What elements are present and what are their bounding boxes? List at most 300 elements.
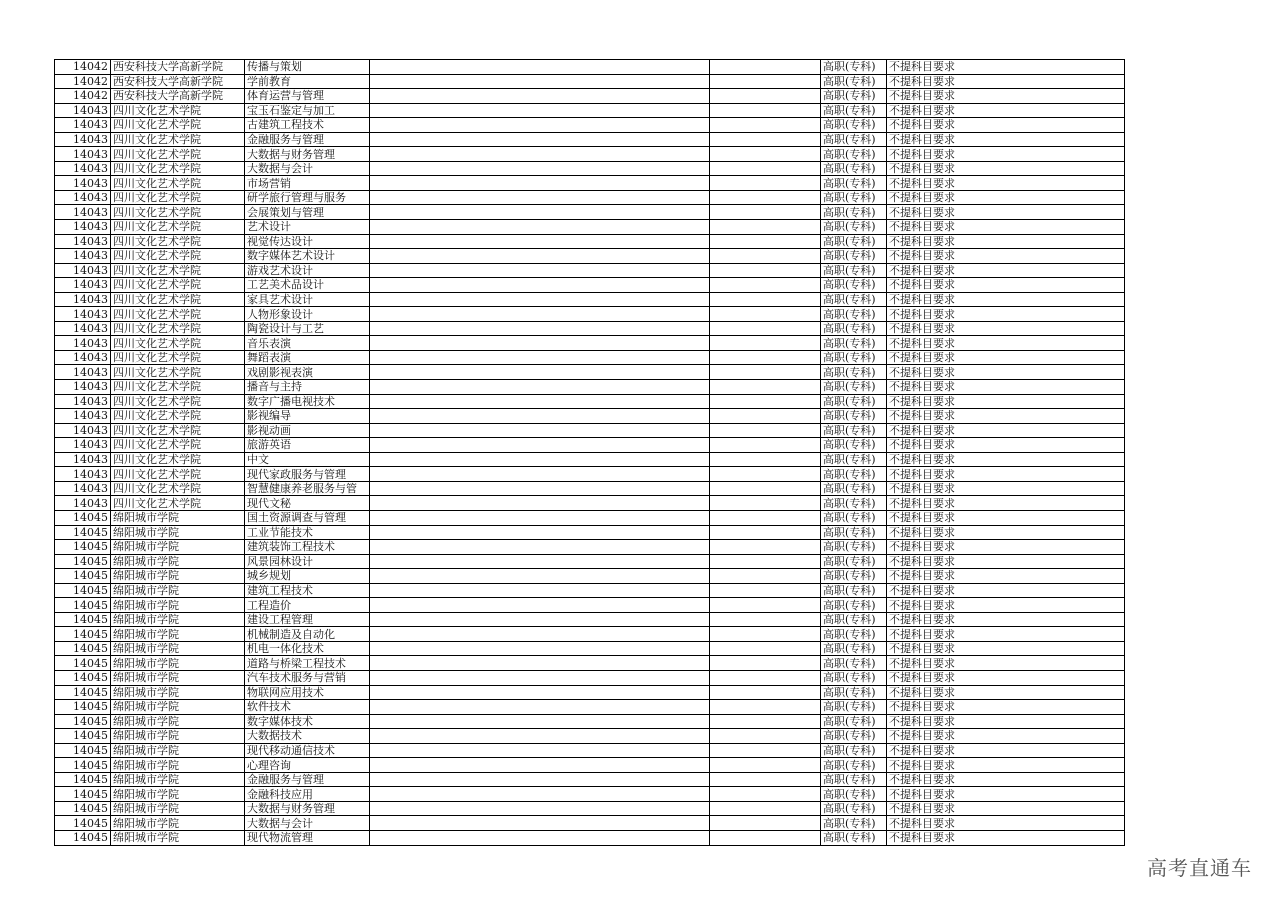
- empty-cell: [710, 350, 821, 365]
- empty-cell: [710, 452, 821, 467]
- empty-cell: [370, 801, 710, 816]
- school-code-cell: 14043: [55, 336, 111, 351]
- school-name-cell: 四川文化艺术学院: [111, 423, 245, 438]
- empty-cell: [370, 380, 710, 395]
- major-name-cell: 影视动画: [245, 423, 370, 438]
- subject-requirement-cell: 不提科目要求: [887, 350, 1125, 365]
- school-code-cell: 14045: [55, 700, 111, 715]
- table-row: [55, 263, 1125, 278]
- empty-cell: [370, 438, 710, 453]
- table-row: [55, 787, 1125, 802]
- major-name-cell: 智慧健康养老服务与管: [245, 481, 370, 496]
- school-name-cell: 绵阳城市学院: [111, 743, 245, 758]
- school-name-cell: 绵阳城市学院: [111, 554, 245, 569]
- school-code-cell: 14043: [55, 307, 111, 322]
- subject-requirement-cell: 不提科目要求: [887, 510, 1125, 525]
- table-row: [55, 60, 1125, 75]
- major-name-cell: 家具艺术设计: [245, 292, 370, 307]
- table-row: [55, 685, 1125, 700]
- subject-requirement-cell: 不提科目要求: [887, 598, 1125, 613]
- school-code-cell: 14043: [55, 380, 111, 395]
- subject-requirement-cell: 不提科目要求: [887, 685, 1125, 700]
- table-row: [55, 772, 1125, 787]
- empty-cell: [370, 409, 710, 424]
- school-code-cell: 14043: [55, 423, 111, 438]
- subject-requirement-cell: 不提科目要求: [887, 700, 1125, 715]
- major-name-cell: 大数据技术: [245, 729, 370, 744]
- school-name-cell: 绵阳城市学院: [111, 670, 245, 685]
- school-name-cell: 绵阳城市学院: [111, 612, 245, 627]
- empty-cell: [370, 510, 710, 525]
- major-name-cell: 旅游英语: [245, 438, 370, 453]
- level-cell: 高职(专科): [821, 467, 887, 482]
- subject-requirement-cell: 不提科目要求: [887, 772, 1125, 787]
- level-cell: 高职(专科): [821, 758, 887, 773]
- level-cell: 高职(专科): [821, 60, 887, 75]
- table-row: [55, 758, 1125, 773]
- subject-requirement-cell: 不提科目要求: [887, 612, 1125, 627]
- subject-requirement-cell: 不提科目要求: [887, 758, 1125, 773]
- empty-cell: [710, 801, 821, 816]
- major-name-cell: 陶瓷设计与工艺: [245, 321, 370, 336]
- empty-cell: [710, 467, 821, 482]
- school-name-cell: 西安科技大学高新学院: [111, 74, 245, 89]
- empty-cell: [710, 336, 821, 351]
- major-name-cell: 市场营销: [245, 176, 370, 191]
- school-name-cell: 四川文化艺术学院: [111, 161, 245, 176]
- school-code-cell: 14043: [55, 190, 111, 205]
- school-code-cell: 14045: [55, 758, 111, 773]
- major-name-cell: 国土资源调查与管理: [245, 510, 370, 525]
- school-code-cell: 14043: [55, 350, 111, 365]
- subject-requirement-cell: 不提科目要求: [887, 830, 1125, 845]
- school-name-cell: 绵阳城市学院: [111, 656, 245, 671]
- table-row: [55, 394, 1125, 409]
- level-cell: 高职(专科): [821, 220, 887, 235]
- table-row: [55, 467, 1125, 482]
- school-name-cell: 四川文化艺术学院: [111, 496, 245, 511]
- school-name-cell: 四川文化艺术学院: [111, 147, 245, 162]
- school-name-cell: 四川文化艺术学院: [111, 176, 245, 191]
- empty-cell: [370, 249, 710, 264]
- major-name-cell: 艺术设计: [245, 220, 370, 235]
- school-code-cell: 14045: [55, 525, 111, 540]
- subject-requirement-cell: 不提科目要求: [887, 540, 1125, 555]
- school-code-cell: 14043: [55, 132, 111, 147]
- empty-cell: [710, 569, 821, 584]
- empty-cell: [710, 176, 821, 191]
- level-cell: 高职(专科): [821, 307, 887, 322]
- school-code-cell: 14043: [55, 103, 111, 118]
- subject-requirement-cell: 不提科目要求: [887, 176, 1125, 191]
- level-cell: 高职(专科): [821, 176, 887, 191]
- empty-cell: [370, 830, 710, 845]
- subject-requirement-cell: 不提科目要求: [887, 729, 1125, 744]
- table-row: [55, 496, 1125, 511]
- major-name-cell: 城乡规划: [245, 569, 370, 584]
- level-cell: 高职(专科): [821, 510, 887, 525]
- major-name-cell: 宝玉石鉴定与加工: [245, 103, 370, 118]
- watermark: 高考直通车: [1147, 856, 1252, 880]
- empty-cell: [370, 685, 710, 700]
- major-name-cell: 建筑装饰工程技术: [245, 540, 370, 555]
- school-name-cell: 四川文化艺术学院: [111, 263, 245, 278]
- empty-cell: [710, 743, 821, 758]
- school-code-cell: 14043: [55, 467, 111, 482]
- school-name-cell: 四川文化艺术学院: [111, 220, 245, 235]
- empty-cell: [370, 147, 710, 162]
- level-cell: 高职(专科): [821, 540, 887, 555]
- empty-cell: [370, 321, 710, 336]
- empty-cell: [370, 714, 710, 729]
- subject-requirement-cell: 不提科目要求: [887, 816, 1125, 831]
- level-cell: 高职(专科): [821, 525, 887, 540]
- level-cell: 高职(专科): [821, 656, 887, 671]
- empty-cell: [370, 394, 710, 409]
- school-name-cell: 绵阳城市学院: [111, 540, 245, 555]
- empty-cell: [710, 641, 821, 656]
- school-code-cell: 14045: [55, 598, 111, 613]
- school-code-cell: 14045: [55, 540, 111, 555]
- major-name-cell: 物联网应用技术: [245, 685, 370, 700]
- school-code-cell: 14043: [55, 147, 111, 162]
- table-row: [55, 89, 1125, 104]
- table-row: [55, 161, 1125, 176]
- level-cell: 高职(专科): [821, 496, 887, 511]
- empty-cell: [370, 554, 710, 569]
- level-cell: 高职(专科): [821, 743, 887, 758]
- table-row: [55, 714, 1125, 729]
- school-name-cell: 西安科技大学高新学院: [111, 89, 245, 104]
- empty-cell: [370, 641, 710, 656]
- table-row: [55, 336, 1125, 351]
- empty-cell: [710, 190, 821, 205]
- school-name-cell: 四川文化艺术学院: [111, 118, 245, 133]
- subject-requirement-cell: 不提科目要求: [887, 554, 1125, 569]
- empty-cell: [710, 89, 821, 104]
- subject-requirement-cell: 不提科目要求: [887, 496, 1125, 511]
- empty-cell: [370, 787, 710, 802]
- level-cell: 高职(专科): [821, 641, 887, 656]
- empty-cell: [710, 118, 821, 133]
- table-row: [55, 525, 1125, 540]
- empty-cell: [370, 758, 710, 773]
- subject-requirement-cell: 不提科目要求: [887, 394, 1125, 409]
- table-row: [55, 438, 1125, 453]
- empty-cell: [710, 612, 821, 627]
- empty-cell: [710, 205, 821, 220]
- major-name-cell: 心理咨询: [245, 758, 370, 773]
- table-row: [55, 598, 1125, 613]
- major-name-cell: 传播与策划: [245, 60, 370, 75]
- subject-requirement-cell: 不提科目要求: [887, 801, 1125, 816]
- subject-requirement-cell: 不提科目要求: [887, 118, 1125, 133]
- school-name-cell: 绵阳城市学院: [111, 525, 245, 540]
- level-cell: 高职(专科): [821, 729, 887, 744]
- empty-cell: [370, 816, 710, 831]
- empty-cell: [370, 583, 710, 598]
- school-name-cell: 西安科技大学高新学院: [111, 60, 245, 75]
- level-cell: 高职(专科): [821, 714, 887, 729]
- table-row: [55, 147, 1125, 162]
- level-cell: 高职(专科): [821, 801, 887, 816]
- empty-cell: [710, 220, 821, 235]
- major-name-cell: 戏剧影视表演: [245, 365, 370, 380]
- subject-requirement-cell: 不提科目要求: [887, 249, 1125, 264]
- subject-requirement-cell: 不提科目要求: [887, 438, 1125, 453]
- level-cell: 高职(专科): [821, 249, 887, 264]
- school-name-cell: 绵阳城市学院: [111, 583, 245, 598]
- major-name-cell: 大数据与会计: [245, 161, 370, 176]
- empty-cell: [710, 292, 821, 307]
- subject-requirement-cell: 不提科目要求: [887, 452, 1125, 467]
- major-name-cell: 人物形象设计: [245, 307, 370, 322]
- level-cell: 高职(专科): [821, 685, 887, 700]
- major-name-cell: 道路与桥梁工程技术: [245, 656, 370, 671]
- subject-requirement-cell: 不提科目要求: [887, 670, 1125, 685]
- school-code-cell: 14045: [55, 569, 111, 584]
- school-code-cell: 14043: [55, 409, 111, 424]
- table-body: [55, 60, 1125, 846]
- empty-cell: [370, 176, 710, 191]
- major-name-cell: 音乐表演: [245, 336, 370, 351]
- table-row: [55, 554, 1125, 569]
- school-name-cell: 绵阳城市学院: [111, 641, 245, 656]
- school-name-cell: 四川文化艺术学院: [111, 278, 245, 293]
- school-code-cell: 14045: [55, 801, 111, 816]
- major-name-cell: 播音与主持: [245, 380, 370, 395]
- school-name-cell: 四川文化艺术学院: [111, 481, 245, 496]
- empty-cell: [370, 569, 710, 584]
- school-name-cell: 四川文化艺术学院: [111, 438, 245, 453]
- school-code-cell: 14045: [55, 554, 111, 569]
- level-cell: 高职(专科): [821, 103, 887, 118]
- empty-cell: [370, 670, 710, 685]
- table-row: [55, 103, 1125, 118]
- school-code-cell: 14045: [55, 656, 111, 671]
- table-row: [55, 365, 1125, 380]
- table-row: [55, 569, 1125, 584]
- empty-cell: [370, 598, 710, 613]
- empty-cell: [710, 554, 821, 569]
- school-name-cell: 四川文化艺术学院: [111, 234, 245, 249]
- major-name-cell: 金融服务与管理: [245, 772, 370, 787]
- empty-cell: [710, 147, 821, 162]
- table-row: [55, 307, 1125, 322]
- level-cell: 高职(专科): [821, 380, 887, 395]
- school-code-cell: 14043: [55, 220, 111, 235]
- major-name-cell: 工艺美术品设计: [245, 278, 370, 293]
- empty-cell: [370, 132, 710, 147]
- subject-requirement-cell: 不提科目要求: [887, 74, 1125, 89]
- major-name-cell: 金融科技应用: [245, 787, 370, 802]
- major-name-cell: 会展策划与管理: [245, 205, 370, 220]
- empty-cell: [710, 74, 821, 89]
- school-code-cell: 14045: [55, 641, 111, 656]
- table-row: [55, 743, 1125, 758]
- subject-requirement-cell: 不提科目要求: [887, 787, 1125, 802]
- school-name-cell: 四川文化艺术学院: [111, 409, 245, 424]
- subject-requirement-cell: 不提科目要求: [887, 161, 1125, 176]
- empty-cell: [710, 830, 821, 845]
- table-row: [55, 350, 1125, 365]
- empty-cell: [710, 758, 821, 773]
- major-name-cell: 机电一体化技术: [245, 641, 370, 656]
- subject-requirement-cell: 不提科目要求: [887, 278, 1125, 293]
- school-name-cell: 四川文化艺术学院: [111, 307, 245, 322]
- empty-cell: [370, 118, 710, 133]
- subject-requirement-cell: 不提科目要求: [887, 627, 1125, 642]
- school-name-cell: 绵阳城市学院: [111, 816, 245, 831]
- empty-cell: [370, 525, 710, 540]
- table-row: [55, 409, 1125, 424]
- level-cell: 高职(专科): [821, 74, 887, 89]
- school-code-cell: 14045: [55, 714, 111, 729]
- major-name-cell: 中文: [245, 452, 370, 467]
- level-cell: 高职(专科): [821, 205, 887, 220]
- empty-cell: [370, 89, 710, 104]
- major-name-cell: 工程造价: [245, 598, 370, 613]
- subject-requirement-cell: 不提科目要求: [887, 525, 1125, 540]
- school-code-cell: 14043: [55, 394, 111, 409]
- empty-cell: [370, 423, 710, 438]
- school-name-cell: 绵阳城市学院: [111, 598, 245, 613]
- empty-cell: [370, 278, 710, 293]
- empty-cell: [370, 729, 710, 744]
- table-row: [55, 132, 1125, 147]
- empty-cell: [710, 438, 821, 453]
- admission-table: [54, 59, 1125, 846]
- school-name-cell: 绵阳城市学院: [111, 729, 245, 744]
- level-cell: 高职(专科): [821, 336, 887, 351]
- subject-requirement-cell: 不提科目要求: [887, 714, 1125, 729]
- empty-cell: [370, 627, 710, 642]
- table-row: [55, 321, 1125, 336]
- empty-cell: [710, 685, 821, 700]
- school-code-cell: 14043: [55, 249, 111, 264]
- empty-cell: [710, 423, 821, 438]
- empty-cell: [710, 598, 821, 613]
- empty-cell: [370, 336, 710, 351]
- school-code-cell: 14045: [55, 510, 111, 525]
- empty-cell: [710, 700, 821, 715]
- table-row: [55, 801, 1125, 816]
- level-cell: 高职(专科): [821, 321, 887, 336]
- school-code-cell: 14043: [55, 118, 111, 133]
- major-name-cell: 现代移动通信技术: [245, 743, 370, 758]
- empty-cell: [710, 627, 821, 642]
- major-name-cell: 现代文秘: [245, 496, 370, 511]
- empty-cell: [370, 496, 710, 511]
- empty-cell: [710, 481, 821, 496]
- empty-cell: [370, 161, 710, 176]
- major-name-cell: 数字广播电视技术: [245, 394, 370, 409]
- level-cell: 高职(专科): [821, 132, 887, 147]
- table-row: [55, 510, 1125, 525]
- school-code-cell: 14045: [55, 729, 111, 744]
- table-row: [55, 278, 1125, 293]
- empty-cell: [710, 787, 821, 802]
- empty-cell: [370, 743, 710, 758]
- major-name-cell: 工业节能技术: [245, 525, 370, 540]
- school-name-cell: 四川文化艺术学院: [111, 249, 245, 264]
- level-cell: 高职(专科): [821, 627, 887, 642]
- major-name-cell: 大数据与财务管理: [245, 801, 370, 816]
- empty-cell: [710, 510, 821, 525]
- level-cell: 高职(专科): [821, 394, 887, 409]
- school-name-cell: 四川文化艺术学院: [111, 132, 245, 147]
- subject-requirement-cell: 不提科目要求: [887, 234, 1125, 249]
- level-cell: 高职(专科): [821, 292, 887, 307]
- level-cell: 高职(专科): [821, 700, 887, 715]
- table-row: [55, 540, 1125, 555]
- empty-cell: [370, 772, 710, 787]
- subject-requirement-cell: 不提科目要求: [887, 263, 1125, 278]
- empty-cell: [370, 656, 710, 671]
- school-code-cell: 14043: [55, 481, 111, 496]
- table-row: [55, 292, 1125, 307]
- major-name-cell: 大数据与财务管理: [245, 147, 370, 162]
- empty-cell: [710, 729, 821, 744]
- school-code-cell: 14045: [55, 787, 111, 802]
- major-name-cell: 数字媒体技术: [245, 714, 370, 729]
- subject-requirement-cell: 不提科目要求: [887, 307, 1125, 322]
- empty-cell: [710, 583, 821, 598]
- empty-cell: [710, 670, 821, 685]
- empty-cell: [710, 816, 821, 831]
- school-name-cell: 四川文化艺术学院: [111, 350, 245, 365]
- table-row: [55, 176, 1125, 191]
- major-name-cell: 现代家政服务与管理: [245, 467, 370, 482]
- school-code-cell: 14045: [55, 627, 111, 642]
- subject-requirement-cell: 不提科目要求: [887, 380, 1125, 395]
- school-name-cell: 四川文化艺术学院: [111, 103, 245, 118]
- school-name-cell: 绵阳城市学院: [111, 569, 245, 584]
- subject-requirement-cell: 不提科目要求: [887, 321, 1125, 336]
- empty-cell: [710, 714, 821, 729]
- school-code-cell: 14043: [55, 234, 111, 249]
- major-name-cell: 现代物流管理: [245, 830, 370, 845]
- table-row: [55, 816, 1125, 831]
- school-code-cell: 14043: [55, 321, 111, 336]
- major-name-cell: 影视编导: [245, 409, 370, 424]
- school-code-cell: 14042: [55, 60, 111, 75]
- level-cell: 高职(专科): [821, 161, 887, 176]
- table-row: [55, 670, 1125, 685]
- major-name-cell: 舞蹈表演: [245, 350, 370, 365]
- school-code-cell: 14045: [55, 772, 111, 787]
- empty-cell: [710, 249, 821, 264]
- level-cell: 高职(专科): [821, 583, 887, 598]
- table-row: [55, 830, 1125, 845]
- empty-cell: [710, 540, 821, 555]
- table-row: [55, 729, 1125, 744]
- major-name-cell: 研学旅行管理与服务: [245, 190, 370, 205]
- level-cell: 高职(专科): [821, 234, 887, 249]
- table-row: [55, 220, 1125, 235]
- table-row: [55, 627, 1125, 642]
- empty-cell: [370, 74, 710, 89]
- empty-cell: [370, 103, 710, 118]
- level-cell: 高职(专科): [821, 118, 887, 133]
- subject-requirement-cell: 不提科目要求: [887, 205, 1125, 220]
- major-name-cell: 金融服务与管理: [245, 132, 370, 147]
- empty-cell: [710, 321, 821, 336]
- empty-cell: [710, 132, 821, 147]
- level-cell: 高职(专科): [821, 350, 887, 365]
- empty-cell: [710, 60, 821, 75]
- empty-cell: [710, 103, 821, 118]
